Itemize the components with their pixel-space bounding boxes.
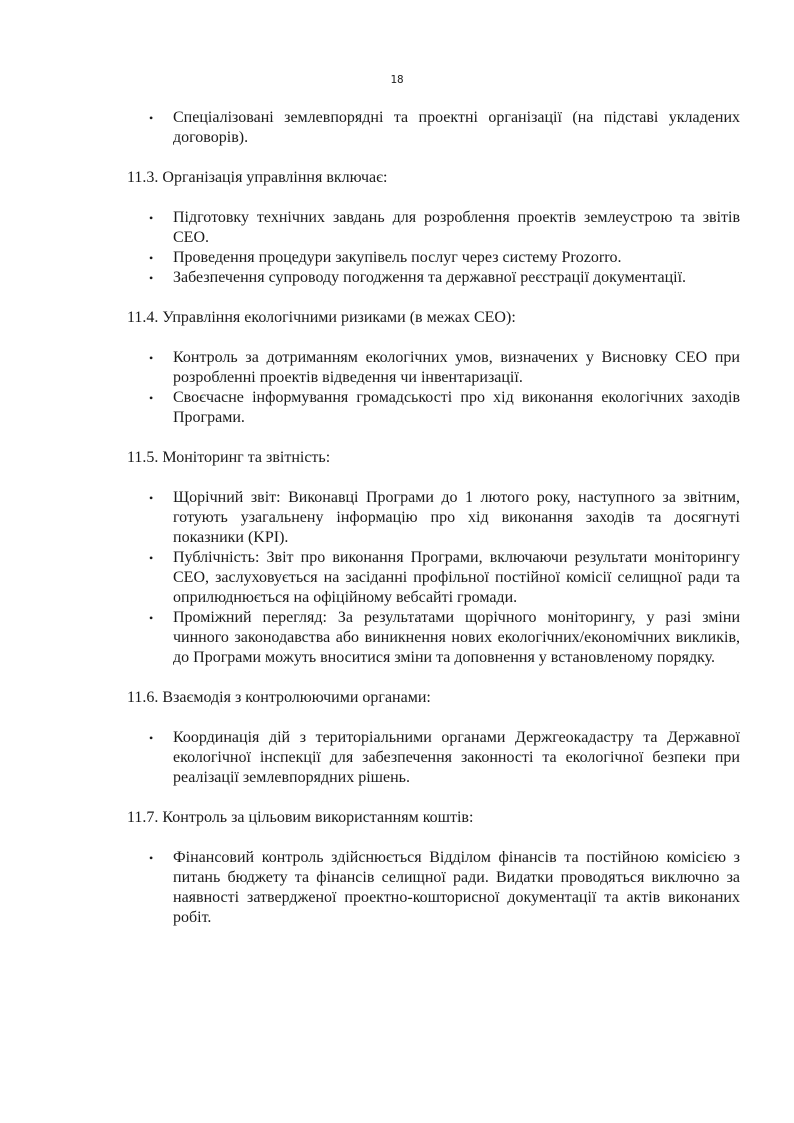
list-item: [127, 488, 740, 548]
bullet-list: [127, 848, 740, 928]
list-item-text: Проміжний перегляд: За результатами щорічного моніторингу, у разі зміни чинного законодавства або виникнення нових екологічних/економічних викликів, до Програми можуть вноситися зміни та доповнення у встановленому порядку.: [173, 609, 740, 666]
bullet-icon: •: [149, 251, 154, 265]
intro-bullet-list: [127, 108, 740, 148]
section-11-7: [127, 808, 740, 928]
bullet-icon: •: [149, 551, 154, 565]
bullet-icon: •: [149, 731, 154, 745]
document-body: [127, 108, 740, 928]
bullet-icon: •: [149, 851, 154, 865]
list-item: [127, 728, 740, 788]
list-item-text: Координація дій з територіальними органами Держгеокадастру та Державної екологічної інспекції для забезпечення законності та екологічної безпеки при реалізації землевпорядних рішень.: [173, 729, 740, 786]
bullet-icon: •: [149, 111, 154, 125]
list-item-text: Щорічний звіт: Виконавці Програми до 1 лютого року, наступного за звітним, готують узагальнену інформацію про хід виконання заходів та досягнуті показники (KPI).: [173, 489, 740, 546]
list-item-text: Підготовку технічних завдань для розроблення проектів землеустрою та звітів СЕО.: [173, 209, 740, 246]
bullet-icon: •: [149, 211, 154, 225]
section-11-6: [127, 688, 740, 788]
list-item-text: Публічність: Звіт про виконання Програми, включаючи результати моніторингу СЕО, заслуховується на засіданні профільної постійної комісії селищної ради та оприлюднюється на офіційному вебсайті громади.: [173, 549, 740, 606]
list-item: [127, 608, 740, 668]
page-number: 18: [390, 73, 404, 86]
bullet-icon: •: [149, 271, 154, 285]
bullet-icon: •: [149, 351, 154, 365]
list-item: [127, 348, 740, 388]
list-item: [127, 248, 740, 268]
list-item: [127, 548, 740, 608]
bullet-icon: •: [149, 391, 154, 405]
section-heading: 11.7. Контроль за цільовим використанням коштів:: [127, 809, 474, 826]
section-11-5: [127, 448, 740, 668]
list-item-text: Своєчасне інформування громадськості про хід виконання екологічних заходів Програми.: [173, 389, 740, 426]
section-11-4: [127, 308, 740, 428]
list-item-text: Фінансовий контроль здійснюється Відділом фінансів та постійною комісією з питань бюджету та фінансів селищної ради. Видатки проводяться виключно за наявності затвердженої проектно-кошторисної документації та актів виконаних робіт.: [173, 849, 740, 926]
section-heading: 11.5. Моніторинг та звітність:: [127, 449, 331, 466]
bullet-list: [127, 348, 740, 428]
list-item: [127, 108, 740, 148]
section-heading: 11.3. Організація управління включає:: [127, 169, 388, 186]
section-heading: 11.4. Управління екологічними ризиками (в межах СЕО):: [127, 309, 516, 326]
list-item-text: Спеціалізовані землевпорядні та проектні організації (на підставі укладених договорів).: [173, 109, 740, 146]
bullet-list: [127, 208, 740, 288]
section-heading: 11.6. Взаємодія з контролюючими органами:: [127, 689, 431, 706]
list-item-text: Проведення процедури закупівель послуг через систему Prozorro.: [173, 249, 622, 266]
list-item: [127, 208, 740, 248]
bullet-icon: •: [149, 611, 154, 625]
list-item-text: Забезпечення супроводу погодження та державної реєстрації документації.: [173, 269, 687, 286]
list-item: [127, 268, 740, 288]
list-item: [127, 848, 740, 928]
bullet-icon: •: [149, 491, 154, 505]
bullet-list: [127, 728, 740, 788]
list-item-text: Контроль за дотриманням екологічних умов, визначених у Висновку СЕО при розробленні проектів відведення чи інвентаризації.: [173, 349, 740, 386]
section-11-3: [127, 168, 740, 288]
bullet-list: [127, 488, 740, 668]
list-item: [127, 388, 740, 428]
